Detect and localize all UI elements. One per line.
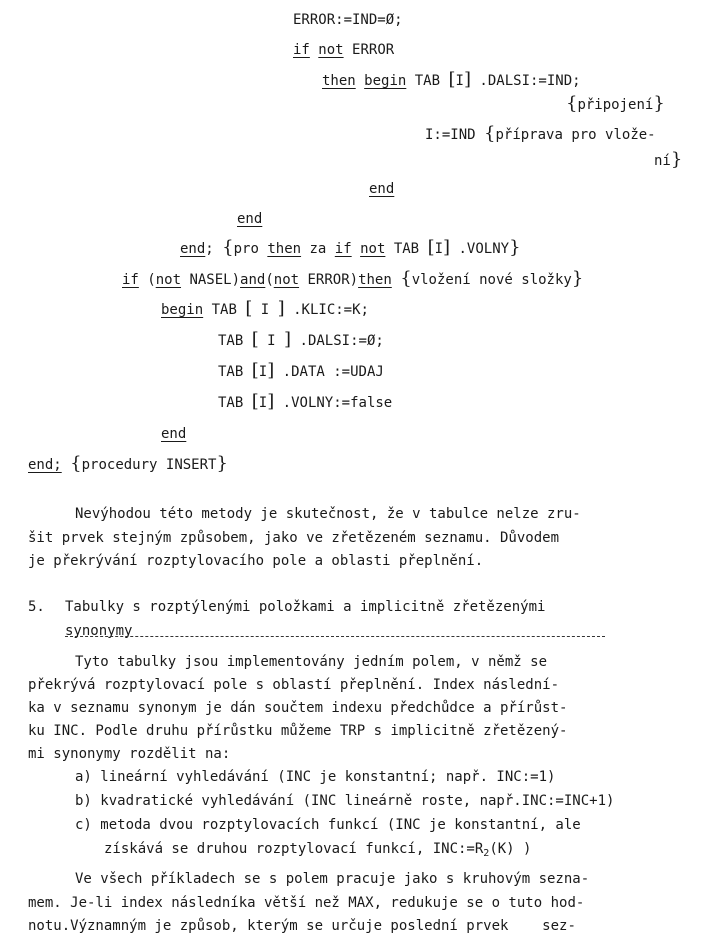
code-line-then-begin	[322, 71, 581, 90]
list-item: c) metoda dvou rozptylovacích funkcí (INC je konstantní, ale	[75, 817, 581, 833]
paragraph-line: Ve všech příkladech se s polem pracuje jako s kruhovým sezna-	[75, 871, 590, 887]
section-number: 5.	[28, 599, 45, 615]
brace-close: }	[509, 237, 521, 258]
list-item: b) kvadratické vyhledávání (INC lineárně roste, např.INC:=INC+1)	[75, 793, 615, 809]
section-title-continued: synonymy	[65, 623, 133, 639]
keyword-end: end;	[28, 457, 62, 473]
keyword-then: then	[267, 241, 302, 257]
keyword-and: and	[240, 272, 266, 288]
paragraph-line: je překrývání rozptylovacího pole a oblasti přeplnění.	[28, 553, 484, 569]
keyword-end: end	[237, 211, 263, 227]
bracket-close: ]	[284, 329, 292, 350]
brace-open: {	[70, 453, 82, 474]
bracket-open: [	[251, 360, 259, 381]
keyword-not: not	[318, 42, 344, 58]
keyword-not: not	[360, 241, 386, 257]
code-line-volny: TAB [I] .VOLNY:=false	[218, 391, 393, 412]
paragraph-line: Nevýhodou této metody je skutečnost, že v tabulce nelze zru-	[75, 506, 581, 522]
paragraph-line: mem. Je-li index následníka větší než MAX, redukuje se o tuto hod-	[28, 895, 585, 911]
code-text: ERROR)	[307, 272, 359, 288]
subscript: 2	[483, 848, 490, 859]
bracket-close: ]	[267, 360, 275, 381]
comment-text: připojení	[577, 97, 654, 113]
code-line-error-init: ERROR:=IND=Ø;	[293, 12, 403, 28]
code-text: .DALSI:=Ø;	[299, 333, 384, 349]
code-text: ERROR	[352, 42, 395, 58]
comment-text: za	[309, 241, 327, 257]
code-index: I	[434, 241, 444, 257]
keyword-if: if	[122, 272, 139, 288]
code-text: .KLIC:=K;	[293, 302, 369, 318]
list-text: získává se druhou rozptylovací funkcí, INC:=R	[104, 841, 484, 857]
brace-open: {	[484, 123, 496, 144]
brace-close: }	[670, 149, 683, 170]
keyword-then: then	[322, 73, 356, 89]
paragraph-line: notu.Významným je způsob, kterým se určuje poslední prvek sez-	[28, 918, 576, 934]
comment-text: příprava pro vlože-	[495, 127, 656, 143]
code-line-if-not-nasel: if (not NASEL)and(not ERROR)then {vložení nové složky}	[122, 268, 584, 289]
comment-text: vložení nové složky	[411, 272, 572, 288]
bracket-open: [	[245, 298, 253, 319]
keyword-end: end	[161, 426, 187, 442]
code-line-begin-klic: begin TAB [ I ] .KLIC:=K;	[161, 298, 369, 319]
code-text: TAB	[414, 73, 441, 89]
comment-text: procedury INSERT	[81, 457, 217, 473]
bracket-open: [	[427, 237, 435, 258]
keyword-if: if	[293, 42, 310, 58]
bracket-open: [	[251, 391, 259, 412]
code-text: .DALSI:=IND;	[479, 73, 581, 89]
code-line-data: TAB [I] .DATA :=UDAJ	[218, 360, 384, 381]
list-item-continuation	[104, 840, 531, 863]
keyword-end: end	[369, 181, 395, 197]
code-comment-continuation	[654, 151, 682, 170]
brace-close: }	[216, 453, 228, 474]
brace-open: {	[400, 268, 412, 289]
paragraph-line: šit prvek stejným způsobem, jako ve zřetězeném seznamu. Důvodem	[28, 530, 560, 546]
code-line-if-not-error	[293, 41, 394, 59]
code-text: .VOLNY	[458, 241, 510, 257]
bracket-close: ]	[443, 237, 451, 258]
code-line-end-comment: end; {pro then za if not TAB [I] .VOLNY}	[180, 237, 521, 258]
brace-open: {	[566, 93, 578, 114]
section-title-underline	[65, 626, 605, 637]
code-index: I	[455, 73, 464, 89]
keyword-begin: begin	[364, 73, 407, 89]
paragraph-line: mi synonymy rozdělit na:	[28, 746, 231, 762]
list-text: (K) )	[489, 841, 532, 857]
bracket-close: ]	[267, 391, 275, 412]
list-item: a) lineární vyhledávání (INC je konstantní; např. INC:=1)	[75, 769, 556, 785]
code-text: I:=IND	[425, 127, 476, 143]
brace-close: }	[653, 93, 665, 114]
code-line-i-ind	[425, 125, 656, 144]
paragraph-line: Tyto tabulky jsou implementovány jedním polem, v němž se	[75, 654, 548, 670]
code-line-end-procedure	[28, 455, 228, 474]
keyword-then: then	[358, 272, 392, 288]
paragraph-line: překrývá rozptylovací pole s oblastí přeplnění. Index následní-	[28, 677, 560, 693]
keyword-if: if	[334, 241, 352, 257]
bracket-close: ]	[277, 298, 285, 319]
code-text: NASEL)	[189, 272, 241, 288]
paragraph-line: ka v seznamu synonym je dán součtem indexu předchůdce a přírůst-	[28, 700, 568, 716]
keyword-not: not	[155, 272, 182, 288]
code-comment-pripojeni	[566, 95, 665, 114]
comment-text: pro	[233, 241, 259, 257]
brace-open: {	[222, 237, 234, 258]
bracket-open: [	[448, 69, 456, 90]
code-text: TAB	[393, 241, 420, 257]
brace-close: }	[571, 268, 584, 289]
bracket-close: ]	[463, 69, 471, 90]
bracket-open: [	[251, 329, 259, 350]
code-text: .DATA :=UDAJ	[282, 364, 384, 380]
code-text: .VOLNY:=false	[282, 395, 393, 411]
comment-text: ní	[654, 153, 671, 169]
paragraph-line: ku INC. Podle druhu přírůstku můžeme TRP s implicitně zřetězený-	[28, 723, 568, 739]
code-line-dalsi: TAB [ I ] .DALSI:=Ø;	[218, 329, 384, 350]
section-title: Tabulky s rozptýlenými položkami a implicitně zřetězenými	[65, 599, 546, 615]
keyword-begin: begin	[161, 302, 204, 318]
keyword-not: not	[273, 272, 300, 288]
keyword-end: end	[180, 241, 206, 257]
